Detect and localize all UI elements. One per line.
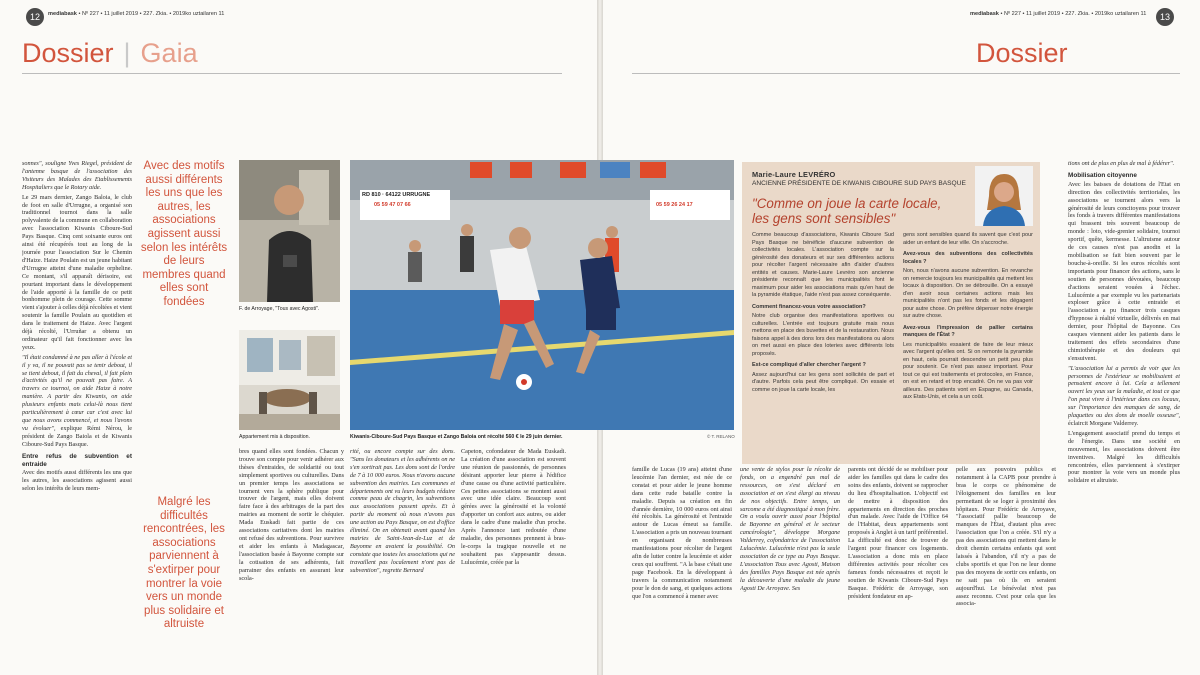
col5-c: L'engagement associatif prend du temps et de l'énergie. Dans une société en mouvement, les associations doivent être inventives. Malgré les difficultés rencontrées, elles parviennent à s'extirper pour montrer la voie vers un monde plus solidaire et altruiste. (1068, 429, 1180, 485)
section-title-right: Dossier (976, 38, 1068, 68)
pull-quote-1: Avec des motifs aussi différents les uns que les autres, les associations agissent aussi selon les intérêts de leurs membres quand elles sont fondées (140, 160, 228, 308)
interview-intro: Comme beaucoup d'associations, Kiwanis Ciboure Sud Pays Basque ne bénéficie d'aucune subvention de collectivités locales. L'association compte sur la générosité des donateurs et sur ses différentes actions pour récolter l'argent nécessaire afin d'aider d'autres entités et causes. Marie-Laure Levréro son ancienne présidente reconnaît que les municipalités font le maximum pour aider les associations mais quʼen haut de la pyramide étatique, l'aide n'est pas assez conséquente. (752, 232, 894, 298)
running-header-left (48, 11, 224, 17)
interview-column-2 (903, 232, 1033, 460)
article-column-3 (350, 448, 455, 663)
interview-question-4: Avez-vous l'impression de pallier certains manques de l'État ? (903, 324, 1033, 338)
section-title-sub: Gaia (140, 38, 198, 68)
header-rule-left (22, 73, 562, 74)
page-number-left: 12 (26, 8, 44, 26)
article-column-2: bres quand elles sont fondées. Chacun y trouve son compte pour venir adhérer aux thèses d'entraides, de solidarité ou tout simplement sportives ou culturelles. Dans un premier temps les associations se tournent vers la sphère publique pour trouver de l'argent, mais elles doivent faire face à des arbitrages de la part des mairies au moment de sortir le chéquier. Mada Euskadi fait partie de ces associations caritatives dont les mairies ont refusé des subventions. Pour survivre et aider les enfants à Madagascar, l'association basée à Bayonne compte sur la cotisation de ses adhérents, fait parrainer des enfants en assurant leur scola- (239, 448, 344, 582)
article-column-4: Capeton, cofondateur de Mada Euskadi. La création d'une association est souvent une réunion de passionnés, de personnes désirant apporter leur pierre à l'édifice d'une cause ou d'une activité particulière. Ces petites associations se montent aussi avec une idée claire. Beaucoup sont gérées avec la générosité et la volonté d'apporter un confort aux autres, ou aider dans le cadre d'une maladie d'un proche. Après l'annonce tant redoutée d'une maladie, des personnes prennent à bras-le-corps la tragique nouvelle et ne souhaitent pas s'appesantir dessus. Lulucémie, créée par la (461, 448, 566, 566)
photo-frederic-arroyave (239, 160, 340, 302)
banner-text-1: RD 810 · 64122 URRUGNE (362, 192, 431, 198)
col5-subheading: Mobilisation citoyenne (1068, 171, 1137, 179)
photo3-credit: © T. RELANO (707, 434, 735, 439)
col1-p2-end: explique Rémi Nérou, le président de Zango Baiola et de Kiwanis Ciboure-Sud Pays Basque. (22, 424, 132, 448)
page-number-right: 13 (1156, 8, 1174, 26)
masthead-issue-right: • Nº 227 • 11 juillet 2019 • 227. Zkia. • 2019ko uztailaren 11 (998, 11, 1147, 17)
masthead-brand: mediabask (48, 11, 77, 17)
photo-futsal-image (350, 160, 734, 430)
col1-p2: Le 29 mars dernier, Zango Baloia, le club de foot en salle d'Urrugne, a organisé son traditionnel tournoi dans la salle polyvalente de la commune en collaboration avec l'association Kiwanis Ciboure-Sud Pays Basque. Cinq cent soixante euros ont ainsi été récupérés tout au long de la journée pour l'association Sur le Chemin d'Haize. Haize Poulain est un jeune habitant d'Urrugne atteint d'une maladie orpheline. Ce montant, s'il apparaît dérisoire, est pourtant important dans le développement de l'aide apporté à la famille de ce petit bonhomme plein de courage. Cette somme vient s'ajouter à celles déjà récoltées et vient soutenir la famille Poulain au quotidien et dans le traitement de Haize. Avec l'argent déjà récolté, l'Urruñar a obtenu un ordinateur qu'il fait fonctionner avec les yeux. (22, 193, 132, 351)
photo-apartment-image (239, 330, 340, 430)
col1-p2-quote: "Il était condamné à ne pas aller à l'école et il y va, il ne pouvait pas se tenir debout, il se tient debout, il fait du cheval, il fait plein d'activités qu'il ne pouvait pas faire. A travers ce tournoi, on aide Haize à notre manière. A partir des Kiwanis, on aide plusieurs enfants mais celui-là nous tient particulièrement à cœur car c'est avec lui que nous avons commencé, et nous l'avons vu évoluer", (22, 353, 132, 432)
article-column-1 (22, 160, 132, 660)
interview-question-1: Comment financez-vous votre association? (752, 303, 866, 310)
photo3-caption (350, 434, 562, 440)
right-article-column-3: parents ont décidé de se mobiliser pour aider les familles qui dans le cadre des soins des enfants, doivent se rapprocher du lieu d'hospitalisation. L'objectif est de mettre à disposition des appartements en direction des proches d'un malade. Avec l'aide de l'Office 64 de l'Habitat, deux appartements sont proposés à Anglet à un tarif préférentiel. La difficulté est donc de trouver de l'argent pour financer ces logements. L'association a donc mis en place différentes activités pour récolter ces fameux fonds nécessaires et reçoit le soutien de Kiwanis Ciboure-Sud Pays Basque. Frédéric de Arroyage, son président fondateur en ap- (848, 466, 948, 600)
photo1-caption: F. de Arroyage, "Tous avec Agosti". (239, 306, 320, 312)
col5-end: éclaircit Morgane Valderrey. (1068, 420, 1139, 427)
interview-answer-2b: gens sont sensibles quand ils savent que c'est pour aider un enfant de leur ville. On s'accroche. (903, 232, 1033, 246)
interview-column-1 (752, 232, 894, 460)
photo-apartment (239, 330, 340, 430)
photo2-caption: Appartement mis à disposition. (239, 434, 310, 440)
interview-answer-3: Non, nous n'avons aucune subvention. En revanche on remercie toujours les municipalités qui mettent les locaux à disposition. On se débrouille. On a essayé d'en avoir sous certaines actions mais les municipalités n'ont pas les fonds et les dégagent pour autre chose. On préfère dépenser notre énergie sur autre chose. (903, 268, 1033, 319)
col1-subheading: Entre refus de subvention et entraide (22, 452, 132, 468)
interview-question-3: Avez-vous des subventions des collectivités locales ? (903, 251, 1033, 265)
pull-quote-2: Malgré les difficultés rencontrées, les associations parviennent à s'extirper pour montrer la voie vers un monde plus solidaire et altruiste (143, 496, 225, 631)
interviewee-name: Marie-Laure LEVRÉRO (752, 170, 836, 179)
right-article-column-5 (1068, 160, 1180, 665)
masthead-brand-right: mediabask (970, 11, 999, 17)
interview-headline-quote: "Comme on joue la carte locale, les gens sont sensibles" (752, 196, 942, 226)
col1-p3: Avec des motifs aussi différents les uns que les autres, les associations agissent aussi selon les intérêts de leurs mem- (22, 469, 132, 493)
col1-p1: sonnes", souligne Yves Riegel, président de l'antenne basque de l'association des Visiteurs des Malades des Etablissements Hospitaliers que le Rotary aide. (22, 160, 132, 191)
photo-futsal-match (350, 160, 734, 430)
interviewee-role: ANCIENNE PRÉSIDENTE DE KIWANIS CIBOURE SUD PAYS BASQUE (752, 180, 966, 187)
interview-question-2: Est-ce compliqué d'aller chercher l'argent ? (752, 362, 866, 368)
right-article-column-2-text: une vente de stylos pour la récolte de fonds, on a engendré pas mal de ressources, on s'est déclaré en association et on s'est élargi au niveau de nos objectifs. Entre temps, un sarcome a été diagnostiqué à mon frère. On a voulu ouvrir aussi pour l'hôpital de Bayonne en général et le secteur cancérologie", développe Morgane Valderrey, cofondatrice de l'association Lulucémie. Lulucémie n'est pas la seule association de ce type au Pays Basque. L'association Tous avec Agosti, Maison des familles Pays Basque est née après la découverte d'une maladie du jeune Agosti De Arroyave. Ses (740, 466, 840, 592)
right-article-column-2 (740, 466, 840, 666)
photo-interviewee-image (975, 166, 1033, 226)
col5-a: tions ont de plus en plus de mal à fédérer". (1068, 160, 1175, 167)
header-rule-right (632, 73, 1180, 74)
photo-portrait-image (239, 160, 340, 302)
col5-b: Avec les baisses de dotations de l'Etat en direction des collectivités territoriales, les associations se tournent alors vers la générosité de leurs concitoyens pour trouver les fonds à travers différentes manifestations qui brassent très souvent beaucoup de monde : loto, vide-grenier solidaire, tournoi sportif, quête, kermesse. L'altruisme autour de ces causes n'est pas anodin et la mobilisation se fait bien souvent par le bouche-à-oreille. Si les euros récoltés sont importants pour financer des actions, sans le soutien de personnes dévouées, beaucoup d'actions seraient vouées à l'échec. Lulucémie a par exemple vu les partenariats exploser grâce à cette entraide et l'association a pu financer trois casques d'hypnose à réalité virtuelle, délivrés en mai dernier, pour l'hôpital de Bayonne. Ces casques viennent aider les patients dans le traitement des effets secondaires d'une chimiothérapie et des douleurs qui s'ensuivent. (1068, 180, 1180, 362)
banner-text-2: 05 59 47 07 66 (374, 202, 411, 208)
banner-text-3: 05 59 26 24 17 (656, 202, 693, 208)
section-title-left: Dossier | Gaia (22, 38, 198, 68)
photo-interviewee (975, 166, 1033, 226)
section-title-main: Dossier (22, 38, 114, 68)
running-header-right (970, 11, 1146, 17)
right-article-column-4: pelle aux pouvoirs publics et notamment à la CAPB pour prendre à bras le corps ce phénomène de l'éloignement des familles en leur permettant de se loger à proximité des hôpitaux. Pour Frédéric de Arroyave, "l'associatif pallie beaucoup de manques de l'État, d'autant plus avec l'association que l'on a créée. S'il n'y a pas des associations qui mettent dans le droit chemin certains enfants qui sont laissés à l'abandon, s'il n'y a pas de clubs sportifs et que l'on ne leur donne pas des moyens de sortir ces enfants, on ne sait pas où ils en seraient aujourd'hui. Le bénévolat n'est pas assez reconnu. C'est pour cela que les associa- (956, 466, 1056, 608)
photo3-caption-text: Kiwanis-Ciboure-Sud Pays Basque et Zango Baloia ont récolté 560 € le 29 juin dernier. (350, 434, 563, 440)
article-column-3-text: rité, ou encore compte sur des dons. "Sans les donateurs et les adhérents on ne s'en sortirait pas. Les dons sont de l'ordre de 7 à 10 000 euros. Nous n'avons aucune subvention des mairies. Les communes et départements ont vu leurs budgets réduire comme peau de chagrin, les subventions aux associations passent après. Et à partir du moment où nous n'avons pas une action au Pays Basque, on est d'office éliminé. On en obtenait avant quand les mairies de Saint-Jean-de-Luz et de Bayonne en avaient la possibilité. On constate que toutes les associations qui ne travaillent pas localement n'ont pas de subvention", regrette Bernard (350, 448, 455, 574)
right-article-column-1: famille de Lucas (19 ans) atteint d'une leucémie l'an dernier, est née de ce constat et pour aider le jeune homme dans cette rude bataille contre la maladie. Depuis sa création en fin d'année dernière, 10 000 euros ont ainsi été récoltés. La générosité et l'entraide autour de Lucas émeut sa famille. L'association a pris un nouveau tournant en organisant de nombreuses manifestations pour récolter de l'argent afin de lutter contre la leucémie et aider ceux qui souffrent. "A la base c'était une page Facebook. En la développant à travers la communication notamment pour le don de sang, et quelques actions que l'on a commencé à mener avec (632, 466, 732, 600)
col5-quote: "L'association lui a permis de voir que les personnes de l'extérieur se mobilisaient et pensaient encore à lui. Cela a tellement ouvert les yeux sur la maladie, et tout ce que l'on peut vivre à l'intérieur dans ces locaux, sur l'importance des manques de sang, de plaquettes ou des dons de moelle osseuse", (1068, 364, 1180, 420)
interview-answer-4: Les municipalités essaient de faire de leur mieux avec l'argent qu'elles ont. Si on remonte la pyramide en haut, cela pourrait descendre un petit peu plus pour soutenir. Ce n'est pas assez important. Pour tout ce qui est traitements et protocoles, en France, on est en retard et trop encadré. On ne va pas voir ailleurs. Des patients vont en Espagne, au Canada, aux Etats-Unis, et cela a un coût. (903, 341, 1033, 400)
interview-answer-1: Notre club organise des manifestations sportives ou culturelles. L'entrée est toujours gratuite mais nous mettons en place des buvettes et de la restauration. Nous faisons appel à des dons lors des manifestations ou alors on met aussi en place des loteries avec différents lots proposés. (752, 313, 894, 357)
interview-answer-2: Assez aujourd'hui car les gens sont sollicités de part et d'autre. Parfois cela peut être compliqué. On essaie et comme on joue la carte locale, les (752, 371, 894, 393)
masthead-issue: • Nº 227 • 11 juillet 2019 • 227. Zkia. • 2019ko uztailaren 11 (76, 11, 225, 17)
